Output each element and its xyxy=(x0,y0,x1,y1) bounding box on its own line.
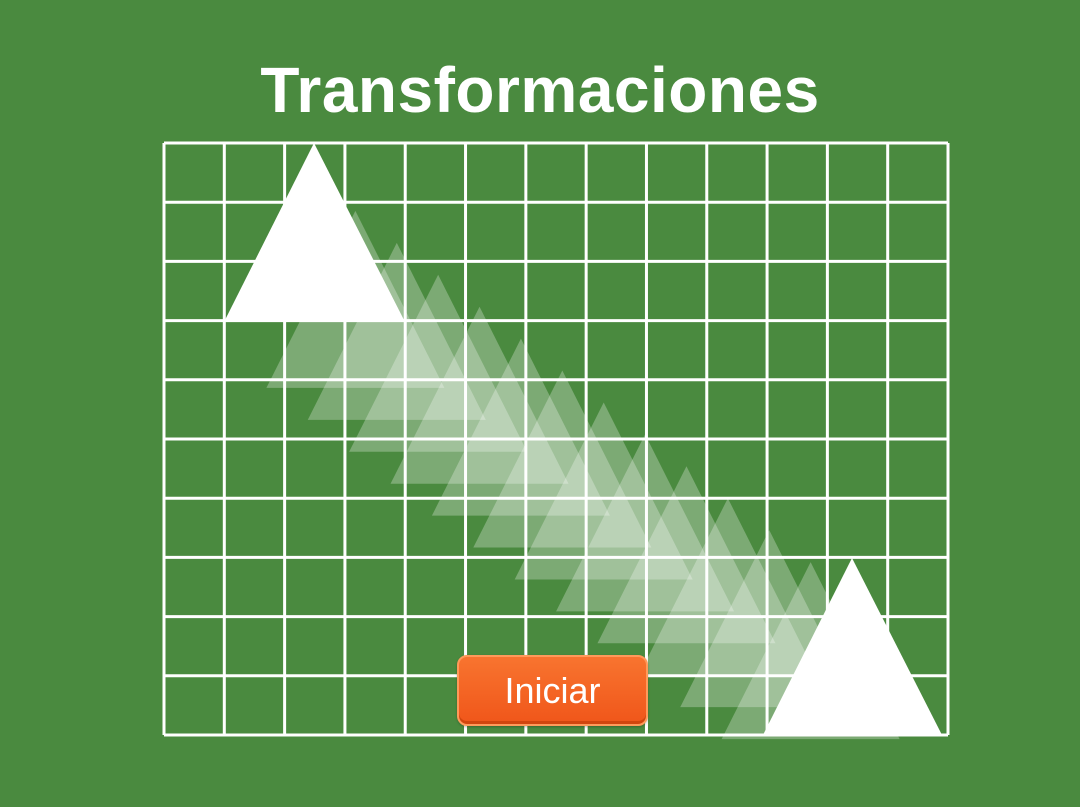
start-triangle-icon[interactable] xyxy=(225,143,404,320)
start-button[interactable]: Iniciar xyxy=(457,655,648,726)
page-title: Transformaciones xyxy=(260,54,820,126)
